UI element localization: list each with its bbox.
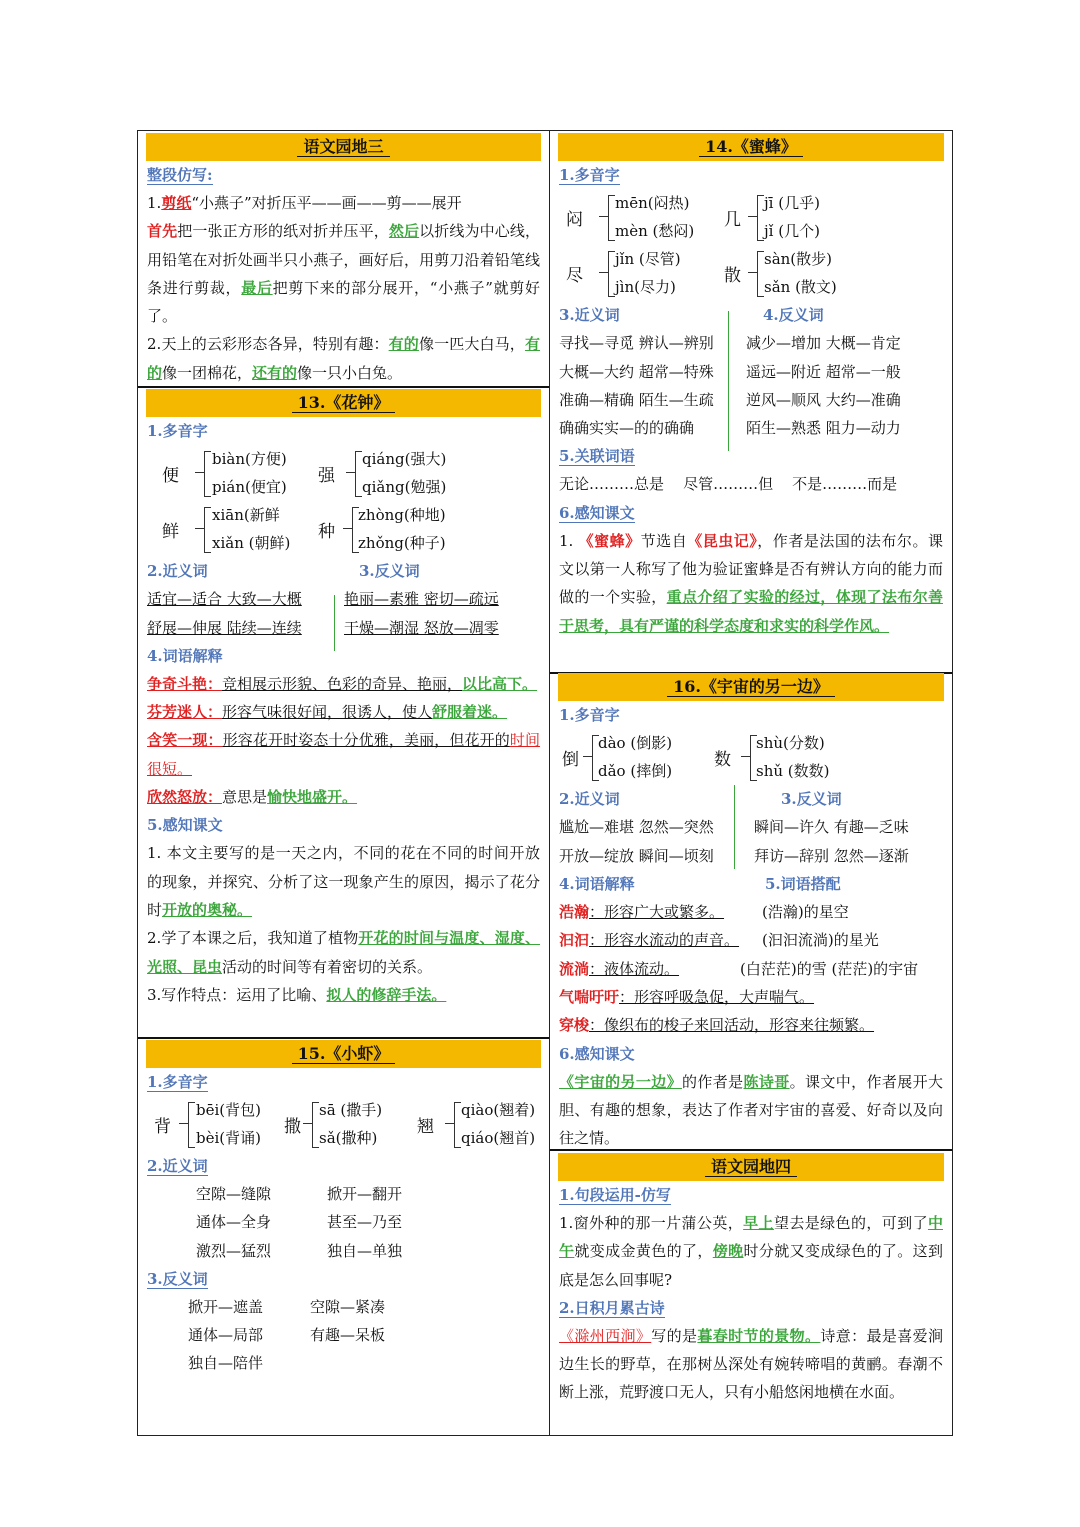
text: qiǎng(勉强): [362, 478, 447, 496]
text: 争奇斗艳：: [147, 674, 223, 693]
text: 1.: [559, 531, 579, 550]
text: 浩瀚: [559, 903, 590, 922]
text: zhòng(种地): [358, 506, 446, 524]
bracket-icon: [757, 195, 764, 241]
text: qiáo(翘首): [461, 1129, 536, 1147]
section-title: [558, 673, 944, 701]
section-title: [558, 1153, 944, 1181]
text: 开花的时间与温度、湿度、光照、昆虫: [147, 929, 540, 976]
text: 1.窗外种的那一片蒲公英，: [559, 1214, 744, 1232]
text: 15.《小虾》: [292, 1044, 396, 1064]
paragraph-paper-cut: [138, 189, 549, 217]
text: 适宜—适合 大致—大概: [147, 590, 302, 609]
text: 时分就又变成绿色的了。这到底是怎么回事呢?: [559, 1242, 943, 1289]
text: 意思是: [222, 788, 268, 807]
text: 逆风—顺风 大约—准确: [746, 390, 901, 409]
text: 写的是: [651, 1326, 698, 1345]
word-explanation: [550, 926, 952, 954]
text: 3.近义词: [559, 306, 620, 324]
polyphone-row: [550, 245, 952, 301]
text: 以折线为中心线，用铅笔在对折处画半只小燕子，画好后，用剪刀沿着铅笔线条进行剪裁，: [147, 222, 540, 297]
text: 愉快地盛开。: [267, 788, 358, 807]
text: 暮春时节的景物。: [697, 1326, 821, 1345]
text: (汩汩流淌)的星光: [762, 931, 879, 950]
study-sheet: [137, 130, 953, 1436]
text: 2.近义词: [147, 562, 208, 580]
text: 拟人的修辞手法。: [326, 985, 447, 1004]
text: 流淌: [559, 959, 590, 978]
text: sǎ(撒种): [319, 1129, 378, 1147]
element: [559, 898, 724, 926]
text: 独自—单独: [327, 1241, 403, 1260]
text: 《宇宙的另一边》: [559, 1072, 682, 1091]
text: 的作者是: [681, 1072, 744, 1091]
explain-collocation-headings: [550, 870, 952, 898]
text: 陌生—熟悉 阻力—动力: [746, 419, 901, 438]
summary-paragraph: [550, 1068, 952, 1153]
text: 舒展—伸展 陆续—连续: [147, 618, 302, 637]
word-explanation: [138, 670, 549, 698]
heading-conjunctions: [550, 442, 952, 470]
synonym-antonym-row: [550, 358, 952, 386]
paragraph-steps: [138, 217, 549, 330]
divider: [550, 1149, 952, 1151]
element: [559, 1011, 874, 1039]
polyphone-char: 尽: [566, 266, 583, 286]
text: mēn(闷热): [615, 194, 690, 212]
text: “小燕子”对折压平——画——剪——展开: [191, 194, 462, 212]
text: 4.反义词: [763, 306, 824, 324]
section-yuwen-yuandi-3: [138, 133, 549, 387]
text: qiáng(强大): [362, 450, 447, 468]
bracket-icon: [355, 451, 362, 497]
polyphone-char: 撒: [284, 1117, 301, 1137]
text: 节选自: [640, 531, 688, 550]
polyphone-row: [138, 1096, 549, 1152]
summary-paragraph: [138, 924, 549, 981]
polyphone-char: 鲜: [162, 522, 179, 542]
text: 剪纸: [161, 194, 192, 212]
text: 首先: [147, 222, 178, 241]
right-column: [550, 131, 952, 1435]
text: 3.反义词: [147, 1269, 208, 1288]
section-huazhong: [138, 389, 549, 1009]
text: 穿梭: [559, 1016, 590, 1035]
text: 13.《花钟》: [292, 393, 396, 413]
text: dào (倒影): [598, 734, 673, 752]
text: 整段仿写:: [147, 166, 213, 184]
word-explanation: [550, 898, 952, 926]
bracket-icon: [608, 251, 615, 297]
text: 早上: [743, 1214, 774, 1232]
text: 独自—陪伴: [188, 1354, 264, 1373]
text: 还有的: [252, 363, 298, 382]
antonym-row: [138, 1293, 549, 1321]
text: 3.反义词: [781, 790, 842, 808]
text: 准确—精确 陌生—生疏: [559, 390, 714, 409]
text: 寻找—寻觅 辨认—辨别: [559, 334, 714, 353]
bracket-icon: [312, 1102, 319, 1148]
summary-paragraph: [138, 981, 549, 1009]
polyphone-char: 散: [724, 266, 741, 286]
text: 傍晚: [712, 1242, 744, 1261]
text: 《昆虫记》: [687, 531, 758, 550]
poem-paragraph: [550, 1322, 952, 1407]
text: 16.《宇宙的另一边》: [667, 677, 835, 697]
text: ，作者是法国的法布尔。课文以第一人称写了他为验证蜜蜂是否有辨认方向的能力而做的一个实验，: [559, 531, 943, 607]
text: 拜访—辞别 忽然—逐渐: [754, 846, 909, 865]
text: 2.日积月累古诗: [559, 1298, 665, 1317]
text: 干燥—潮湿 怒放—凋零: [344, 618, 499, 637]
word-explanation: [550, 1011, 952, 1039]
polyphone-char: 几: [724, 210, 741, 230]
synonym-antonym-headings: [550, 785, 952, 813]
element: [559, 955, 679, 983]
text: 最后: [241, 278, 273, 297]
heading-text-summary: 6.感知课文: [559, 1044, 635, 1063]
antonym-row: [138, 1321, 549, 1349]
synonym-antonym-row: [550, 414, 952, 442]
text: sǎn (散文): [764, 278, 837, 296]
text: 芬芳迷人：: [147, 703, 223, 722]
text: 开放的奥秘。: [162, 900, 253, 919]
paragraph-dandelion: [550, 1209, 952, 1294]
text: 减少—增加 大概—肯定: [746, 334, 901, 353]
polyphone-row: [550, 189, 952, 245]
text: 5.关联词语: [559, 447, 635, 466]
heading-text-summary: [550, 499, 952, 527]
antonym-row: [138, 1349, 549, 1377]
text: 1.多音字: [559, 166, 620, 184]
bracket-icon: [608, 195, 615, 241]
text: bēi(背包): [196, 1101, 261, 1119]
element: [559, 926, 739, 954]
heading-rewrite: [550, 1181, 952, 1209]
text: 有趣—呆板: [310, 1326, 386, 1345]
polyphone-row: [138, 501, 549, 557]
heading-rewrite: [138, 161, 549, 189]
text: 以比高下。: [462, 674, 538, 693]
text: 3.反义词: [359, 562, 420, 580]
text: 望去是绿色的，可到了: [773, 1214, 928, 1232]
word-explanation: [138, 783, 549, 811]
text: 汩汩: [559, 931, 590, 950]
synonym-row: [138, 1180, 549, 1208]
text: shǔ (数数): [756, 762, 830, 780]
left-column: [138, 131, 550, 1435]
text: ：形容呼吸急促，大声喘气。: [619, 988, 815, 1007]
divider: [138, 386, 549, 388]
polyphone-char: 数: [714, 750, 731, 770]
synonym-antonym-headings: [138, 557, 549, 585]
section-title: [558, 133, 944, 161]
summary-paragraph: [138, 839, 549, 924]
text: dǎo (摔倒): [598, 762, 673, 780]
text: 竞相展示形貌、色彩的奇异、艳丽，: [222, 674, 463, 693]
text: 欣然怒放：: [147, 788, 223, 807]
text: 诗意：最是喜爱涧边生长的野草，在那树丛深处有婉转啼唱的黄鹂。春潮不断上涨，荒野渡口无人，只有小船悠闲地横在水面。: [559, 1326, 943, 1402]
text: 像一只小白兔。: [297, 363, 403, 382]
text: 把一张正方形的纸对折并压平，: [177, 222, 389, 241]
text: 6.感知课文: [559, 503, 635, 522]
heading-word-explain: 4.词语解释: [147, 646, 223, 665]
text: 2.近义词: [559, 790, 620, 808]
text: 然后: [388, 222, 420, 241]
text: 1.多音字: [147, 1073, 208, 1091]
heading-poem: [550, 1294, 952, 1322]
text: 大概—大约 超常—特殊: [559, 362, 714, 381]
text: xiān(新鲜: [212, 506, 280, 524]
text: ：液体流动。: [589, 959, 680, 978]
polyphone-char: 翘: [417, 1117, 434, 1137]
synonym-antonym-headings: [550, 301, 952, 329]
text: 重点介绍了实验的经过，体现了法布尔善于思考，具有严谨的科学态度和求实的科学作风。: [559, 588, 943, 635]
text: 形容气味很好闻，很诱人，使人: [222, 703, 433, 722]
text: 2.近义词: [147, 1157, 208, 1175]
text: 5.词语搭配: [765, 874, 841, 893]
text: jǐ (几个): [764, 222, 820, 240]
text: 语文园地四: [705, 1157, 797, 1177]
text: jī (几乎): [764, 194, 820, 212]
synonym-antonym-row: [550, 329, 952, 357]
heading-polyphone: 1.多音字: [147, 422, 208, 440]
text: 像一团棉花，: [162, 363, 253, 382]
element: [559, 983, 814, 1011]
text: 舒服着迷。: [432, 703, 508, 722]
synonym-antonym-row: [550, 813, 952, 841]
synonym-antonym-row: [138, 614, 549, 642]
section-yuwen-yuandi-4: [550, 1153, 952, 1407]
polyphone-char: 闷: [566, 210, 583, 230]
synonym-row: [138, 1208, 549, 1236]
text: 2.学了本课之后，我知道了植物: [147, 929, 359, 948]
divider: [138, 1037, 549, 1039]
summary-paragraph: [550, 527, 952, 640]
text: 活动的时间等有着密切的关系。: [222, 957, 433, 976]
text: zhǒng(种子): [358, 534, 446, 552]
text: shù(分数): [756, 734, 825, 752]
text: 艳丽—素雅 密切—疏远: [344, 590, 499, 609]
text: 陈诗哥: [743, 1072, 790, 1091]
text: 通体—全身: [196, 1213, 272, 1232]
text: 空隙—缝隙: [196, 1185, 272, 1203]
text: 。课文中，作者展开大胆、有趣的想象，表达了作者对宇宙的喜爱、好奇以及向往之情。: [559, 1072, 943, 1148]
text: pián(便宜): [212, 478, 287, 496]
heading-polyphone: [550, 161, 952, 189]
section-mifeng: [550, 133, 952, 640]
text: ：形容广大或繁多。: [589, 903, 725, 922]
text: mèn (愁闷): [615, 222, 695, 240]
conjunctions-line: 无论………总是 尽管………但 不是………而是: [559, 475, 898, 494]
text: 确确实实—的的确确: [559, 419, 695, 438]
polyphone-char: 便: [162, 466, 179, 486]
text: bèi(背诵): [196, 1129, 261, 1147]
text: 掀开—翻开: [327, 1185, 403, 1203]
text: 开放—绽放 瞬间—顷刻: [559, 846, 714, 865]
paragraph-clouds: [138, 330, 549, 387]
text: (浩瀚)的星空: [762, 903, 849, 922]
synonym-antonym-row: [550, 842, 952, 870]
bracket-icon: [188, 1102, 195, 1148]
heading-polyphone: [138, 1068, 549, 1096]
text: sā (撒手): [319, 1101, 383, 1119]
text: xiǎn (朝鲜): [212, 534, 291, 552]
section-xiaoxia: [138, 1040, 549, 1378]
text: 含笑一现：: [147, 731, 223, 750]
text: 时间很短。: [147, 731, 540, 778]
polyphone-char: 倒: [562, 750, 579, 770]
polyphone-char: 强: [318, 466, 335, 486]
text: 通体—局部: [188, 1326, 264, 1345]
text: sàn(散步): [764, 250, 833, 268]
text: 中午: [559, 1214, 943, 1261]
synonym-row: [138, 1237, 549, 1265]
text: 激烈—猛烈: [196, 1241, 272, 1260]
text: 甚至—乃至: [327, 1213, 403, 1232]
text: 《蜜蜂》: [578, 531, 641, 550]
bracket-icon: [454, 1102, 461, 1148]
text: 语文园地三: [297, 137, 389, 157]
section-title: [146, 133, 541, 161]
word-explanation: [550, 983, 952, 1011]
text: 空隙—紧凑: [310, 1297, 386, 1316]
word-explanation: [550, 955, 952, 983]
section-yuzhou: [550, 673, 952, 1153]
text: 有的: [147, 335, 540, 382]
text: ：形容水流动的声音。: [589, 931, 740, 950]
heading-antonyms: [138, 1265, 549, 1293]
text: jìn(尽力): [615, 278, 676, 296]
text: 遥远—附近 超常—一般: [746, 362, 901, 381]
text: 尴尬—难堪 忽然—突然: [559, 818, 714, 837]
word-explanation: [138, 726, 549, 783]
text: 把剪下来的部分展开，“小燕子”就剪好了。: [147, 278, 540, 326]
section-title: [146, 389, 541, 417]
heading-synonyms: [138, 1152, 549, 1180]
polyphone-char: 种: [318, 522, 335, 542]
heading-polyphone: 1.多音字: [559, 706, 620, 724]
bracket-icon: [757, 251, 764, 297]
text: 瞬间—许久 有趣—乏味: [754, 818, 909, 837]
text: ：像织布的梭子来回活动，形容来往频繁。: [589, 1016, 875, 1035]
bracket-icon: [204, 451, 211, 497]
text: 掀开—遮盖: [188, 1297, 264, 1316]
polyphone-char: 背: [154, 1117, 171, 1137]
synonym-antonym-row: [138, 585, 549, 613]
text: (白茫茫)的雪 (茫茫)的宇宙: [740, 959, 919, 978]
text: 形容花开时姿态十分优雅，美丽，但花开的: [222, 731, 510, 750]
text: 《滁州西涧》: [559, 1326, 652, 1345]
synonym-antonym-row: [550, 386, 952, 414]
text: 就变成金黄色的了，: [574, 1242, 713, 1261]
text: 像一匹大白马，: [418, 335, 525, 354]
bracket-icon: [204, 507, 211, 553]
text: 4.词语解释: [559, 874, 635, 893]
polyphone-row: [550, 729, 952, 785]
text: 气喘吁吁: [559, 988, 620, 1007]
text: 3.写作特点：运用了比喻、: [147, 985, 327, 1004]
text: 1.: [147, 194, 162, 212]
text: 2.天上的云彩形态各异，特别有趣：: [147, 335, 389, 354]
word-explanation: [138, 698, 549, 726]
heading-text-summary: 5.感知课文: [147, 816, 223, 835]
section-title: [146, 1040, 541, 1068]
polyphone-row: [138, 445, 549, 501]
text: jǐn (尽管): [615, 250, 681, 268]
text: 1.句段运用-仿写: [559, 1186, 671, 1204]
text: 1. 本文主要写的是一天之内，不同的花在不同的时间开放的现象，并探究、分析了这一现象产生的原因，揭示了花分时: [147, 844, 540, 919]
text: qiào(翘着): [461, 1101, 536, 1119]
text: biàn(方便): [212, 450, 287, 468]
text: 有的: [388, 335, 419, 354]
text: 14.《蜜蜂》: [699, 137, 803, 157]
